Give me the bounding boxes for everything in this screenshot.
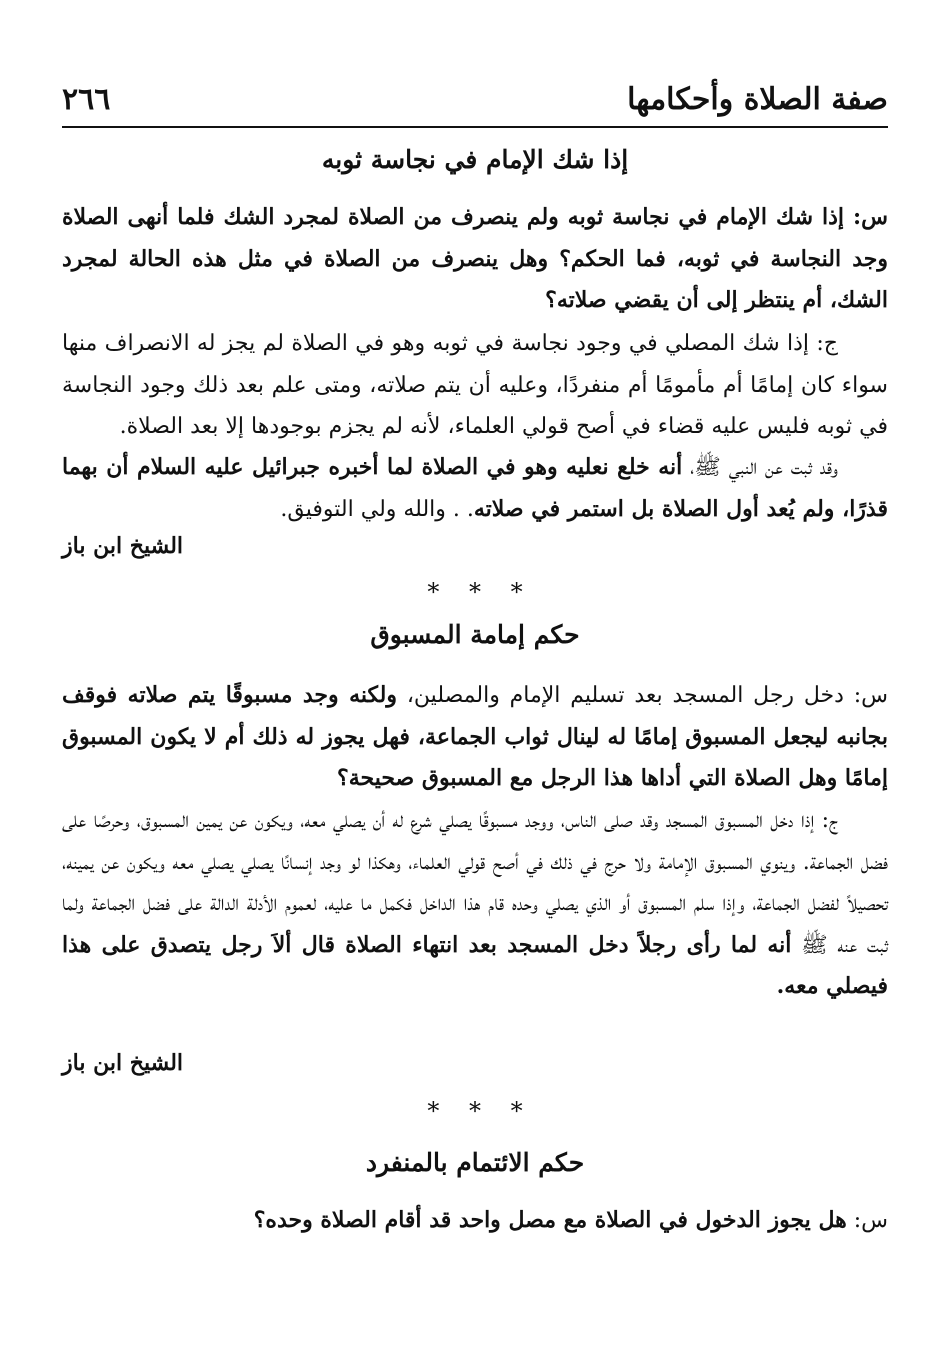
page-number: ٢٦٦ [62,82,111,117]
bold-text: ولكنه وجد مسبوقًا يتم صلاته فوقف بجانبه ليجعل المسبوق إمامًا له لينال ثواب الجماعة، فهل يجوز له ذلك أم لا يكون المسبوق إمامًا وهل الصلاة التي أداها هذا الرجل مع المسبوق صحيحة؟ [62,682,888,791]
answer-continuation [62,447,888,530]
header-divider [62,126,888,128]
bold-text: هل يجوز الدخول في الصلاة مع مصل واحد قد أقام الصلاة وحده؟ [253,1207,847,1233]
section-title: إذا شك الإمام في نجاسة ثوبه [321,145,629,174]
plain-text: وقد ثبت عن النبي ﷺ، [682,455,838,480]
section-title: حكم الائتمام بالمنفرد [365,1148,585,1177]
plain-text: س: [846,1208,888,1233]
page-header [62,82,888,128]
plain-text: س: دخل رجل المسجد بعد تسليم الإمام والمصلين، [397,683,888,708]
hadith-text: أنه خلع نعليه وهو في الصلاة لما أخبره جبرائيل عليه السلام أن بهما قذرًا، ولم يُعد أول الصلاة بل استمر في صلاته [62,454,888,522]
answer-text [62,800,888,1008]
author-signature: الشيخ ابن باز [62,533,184,559]
question-text [62,1200,888,1242]
hadith-text: أنه لما رأى رجلاً دخل المسجد بعد انتهاء الصلاة قال ألاَ رجل يتصدق على هذا فيصلي معه. [62,931,888,999]
author-signature: الشيخ ابن باز [62,1050,184,1076]
section-title: حكم إمامة المسبوق [370,620,580,649]
plain-text: . . والله ولي التوفيق. [280,496,474,522]
section-separator: * * * [427,1097,523,1125]
book-title: صفة الصلاة وأحكامها [627,82,888,117]
plain-text: ج: إذا دخل المسبوق المسجد وقد صلى الناس، ووجد مسبوقًا يصلي شرع له أن يصلي معه، ويكون عن يمين المسبوق، وحرصًا على فضل الجماعة. وينوي المسبوق الإمامة ولا حرج في ذلك في أصح قولي العلماء، وهكذا لو وجد إنسانًا يصلي يصلي معه ويكون عن يمينه، تحصيلاً لفضل الجماعة، وإذا سلم المسبوق أو الذي يصلي وحده قام هذا الداخل فكمل ما عليه، لعموم الأدلة الدالة على فضل الجماعة ولما ثبت عنه ﷺ [62,808,889,958]
question-text [62,675,888,800]
page-blank-area [62,1250,888,1330]
question-text: س: إذا شك الإمام في نجاسة ثوبه ولم ينصرف من الصلاة لمجرد الشك فلما أنهى الصلاة وجد النجاسة في ثوبه، فما الحكم؟ وهل ينصرف من الصلاة في مثل هذه الحالة لمجرد الشك، أم ينتظر إلى أن يقضي صلاته؟ [62,204,888,313]
answer-text: ج: إذا شك المصلي في وجود نجاسة في ثوبه وهو في الصلاة لم يجز له الانصراف منها سواء كان إمامًا أم مأمومًا أم منفردًا، وعليه أن يتم صلاته، ومتى علم بعد ذلك وجود النجاسة في ثوبه فليس عليه قضاء في أصح قولي العلماء، لأنه لم يجزم بوجودها إلا بعد الصلاة. [62,331,888,439]
section-separator: * * * [427,578,523,606]
